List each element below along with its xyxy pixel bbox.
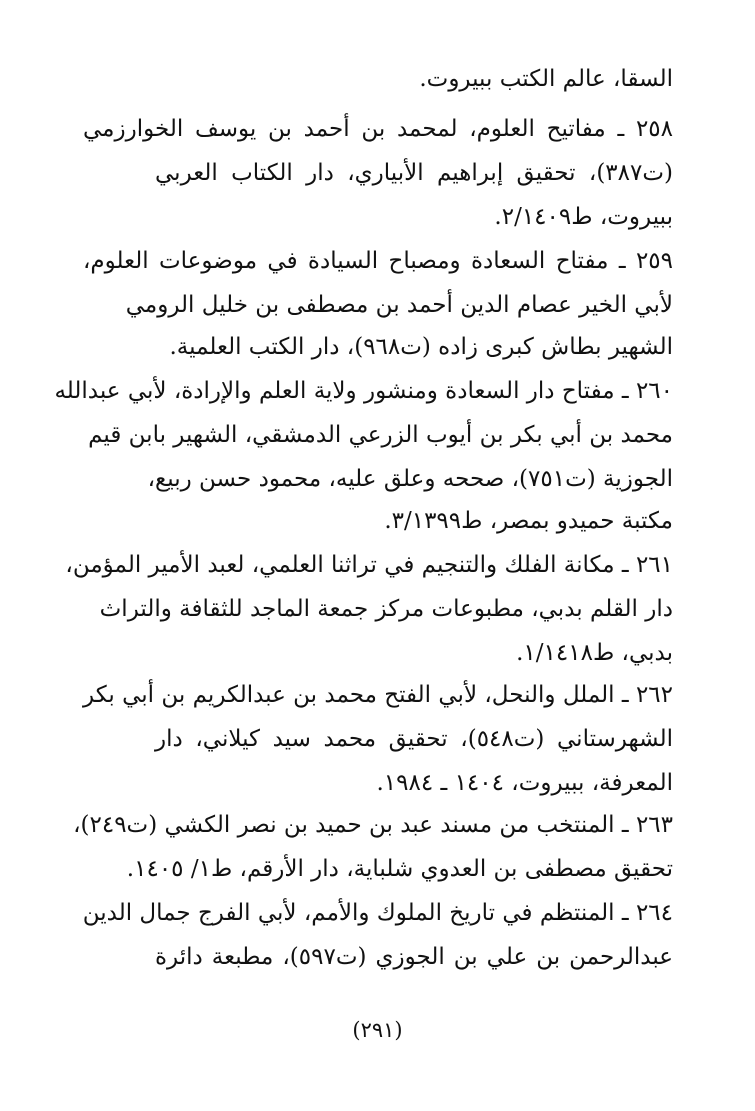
entry-258-line-3: ببيروت، ط٢/١٤٠٩. [494,204,673,230]
entry-260-line-1: ٢٦٠ ـ مفتاح دار السعادة ومنشور ولاية العلم والإرادة، لأبي عبدالله [54,378,673,404]
entry-261-line-2: دار القلم بدبي، مطبوعات مركز جمعة الماجد للثقافة والتراث [99,596,673,622]
page-number: (٢٩١) [352,1018,403,1042]
entry-258-line-2: (ت٣٨٧)، تحقيق إبراهيم الأبياري، دار الكتاب العربي [155,160,673,186]
entry-263-line-2: تحقيق مصطفى بن العدوي شلباية، دار الأرقم، ط١/ ١٤٠٥. [126,856,673,882]
entry-262-line-1: ٢٦٢ ـ الملل والنحل، لأبي الفتح محمد بن عبدالكريم بن أبي بكر [83,682,673,708]
entry-259-line-2: لأبي الخير عصام الدين أحمد بن مصطفى بن خليل الرومي [125,292,673,318]
text-line: السقا، عالم الكتب ببيروت. [419,66,673,92]
entry-264-line-2: عبدالرحمن بن علي بن الجوزي (ت٥٩٧)، مطبعة دائرة [155,944,673,970]
entry-264-line-1: ٢٦٤ ـ المنتظم في تاريخ الملوك والأمم، لأبي الفرج جمال الدين [82,900,673,926]
entry-259-line-3: الشهير بطاش كبرى زاده (ت٩٦٨)، دار الكتب العلمية. [169,334,673,360]
entry-260-line-2: محمد بن أبي بكر بن أيوب الزرعي الدمشقي، الشهير بابن قيم [88,422,673,448]
entry-261-line-3: بدبي، ط١/١٤١٨. [516,640,673,666]
entry-258-line-1: ٢٥٨ ـ مفاتيح العلوم، لمحمد بن أحمد بن يوسف الخوارزمي [83,116,673,142]
entry-260-line-4: مكتبة حميدو بمصر، ط٣/١٣٩٩. [384,508,673,534]
entry-262-line-3: المعرفة، ببيروت، ١٤٠٤ ـ ١٩٨٤. [376,770,673,796]
entry-263-line-1: ٢٦٣ ـ المنتخب من مسند عبد بن حميد بن نصر الكشي (ت٢٤٩)، [73,812,673,838]
entry-261-line-1: ٢٦١ ـ مكانة الفلك والتنجيم في تراثنا العلمي، لعبد الأمير المؤمن، [65,552,673,578]
entry-260-line-3: الجوزية (ت٧٥١)، صححه وعلق عليه، محمود حسن ربيع، [147,466,673,492]
entry-259-line-1: ٢٥٩ ـ مفتاح السعادة ومصباح السيادة في موضوعات العلوم، [83,248,673,274]
entry-262-line-2: الشهرستاني (ت٥٤٨)، تحقيق محمد سيد كيلاني، دار [155,726,673,752]
